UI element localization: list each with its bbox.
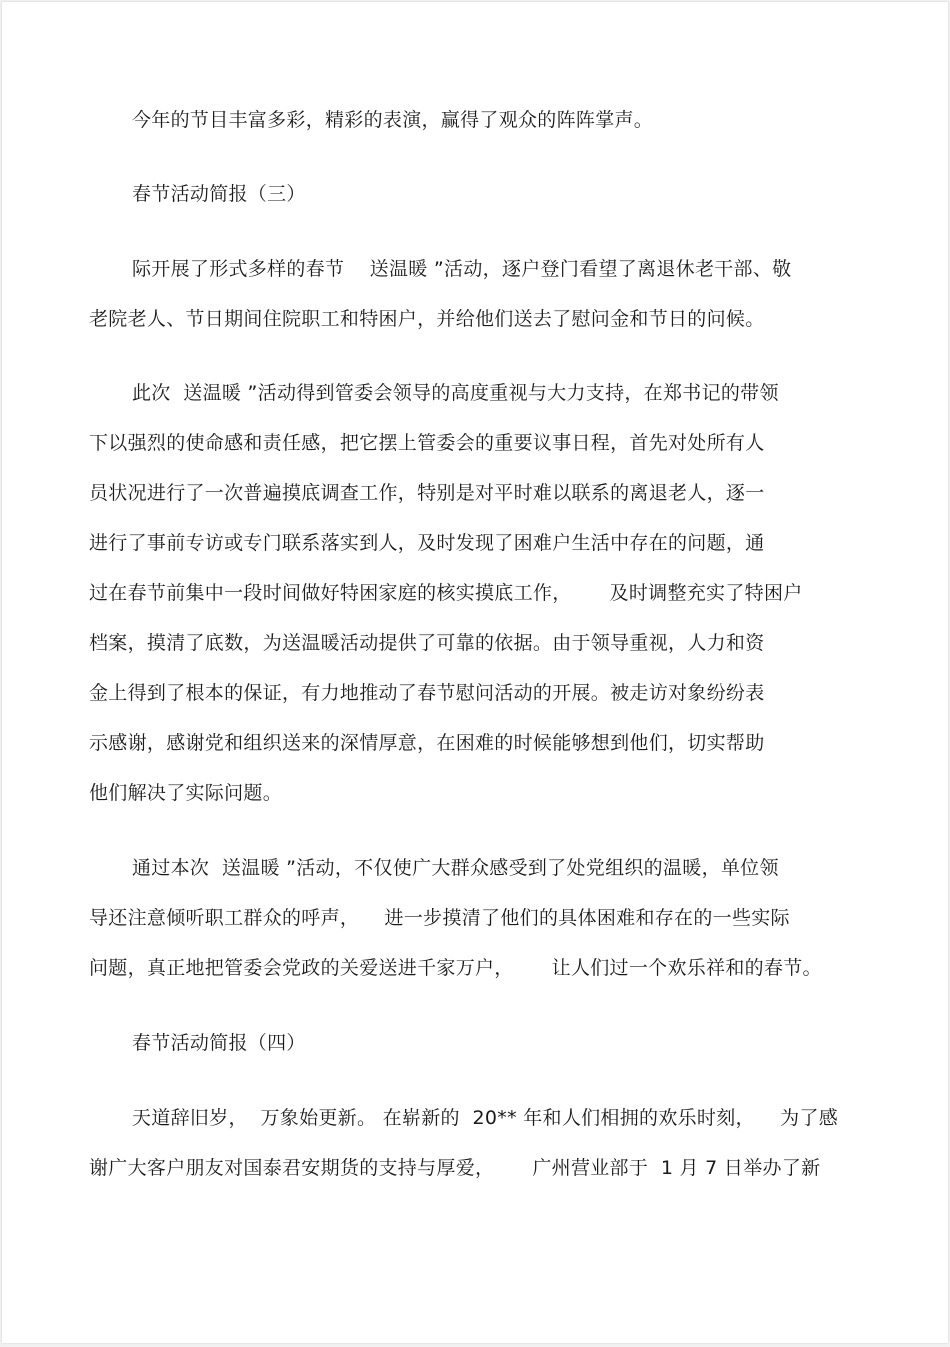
text-line: 通过本次 送温暖 ”活动，不仅使广大群众感受到了处党组织的温暖，单位领 bbox=[132, 857, 779, 879]
text-line: 示感谢，感谢党和组织送来的深情厚意，在困难的时候能够想到他们，切实帮助 bbox=[89, 732, 765, 754]
text-line: 员状况进行了一次普遍摸底调查工作，特别是对平时难以联系的离退老人，逐一 bbox=[89, 482, 765, 504]
section-heading: 春节活动简报（三） bbox=[132, 183, 306, 205]
text-line: 际开展了形式多样的春节 送温暖 ”活动，逐户登门看望了离退休老干部、敬 bbox=[132, 258, 792, 280]
text-line: 金上得到了根本的保证，有力地推动了春节慰问活动的开展。被走访对象纷纷表 bbox=[89, 682, 765, 704]
document-page bbox=[2, 2, 948, 1343]
text-line: 导还注意倾听职工群众的呼声， 进一步摸清了他们的具体困难和存在的一些实际 bbox=[89, 907, 790, 929]
text-line: 谢广大客户朋友对国泰君安期货的支持与厚爱， 广州营业部于 1 月 7 日举办了新 bbox=[89, 1157, 821, 1179]
text-line: 天道辞旧岁， 万象始更新。 在崭新的 20** 年和人们相拥的欢乐时刻， 为了感 bbox=[132, 1107, 839, 1129]
text-line: 问题，真正地把管委会党政的关爱送进千家万户， 让人们过一个欢乐祥和的春节。 bbox=[89, 957, 822, 979]
text-line: 过在春节前集中一段时间做好特困家庭的核实摸底工作， 及时调整充实了特困户 bbox=[89, 582, 803, 604]
text-line: 下以强烈的使命感和责任感，把它摆上管委会的重要议事日程，首先对处所有人 bbox=[89, 432, 765, 454]
text-line: 进行了事前专访或专门联系落实到人，及时发现了困难户生活中存在的问题，通 bbox=[89, 532, 765, 554]
text-line: 今年的节目丰富多彩，精彩的表演，赢得了观众的阵阵掌声。 bbox=[132, 109, 654, 131]
section-heading: 春节活动简报（四） bbox=[132, 1032, 306, 1054]
text-line: 他们解决了实际问题。 bbox=[89, 782, 283, 804]
text-line: 档案，摸清了底数，为送温暖活动提供了可靠的依据。由于领导重视，人力和资 bbox=[89, 632, 765, 654]
text-line: 老院老人、节日期间住院职工和特困户，并给他们送去了慰问金和节日的问候。 bbox=[89, 308, 765, 330]
text-line: 此次 送温暖 ”活动得到管委会领导的高度重视与大力支持，在郑书记的带领 bbox=[132, 382, 779, 404]
